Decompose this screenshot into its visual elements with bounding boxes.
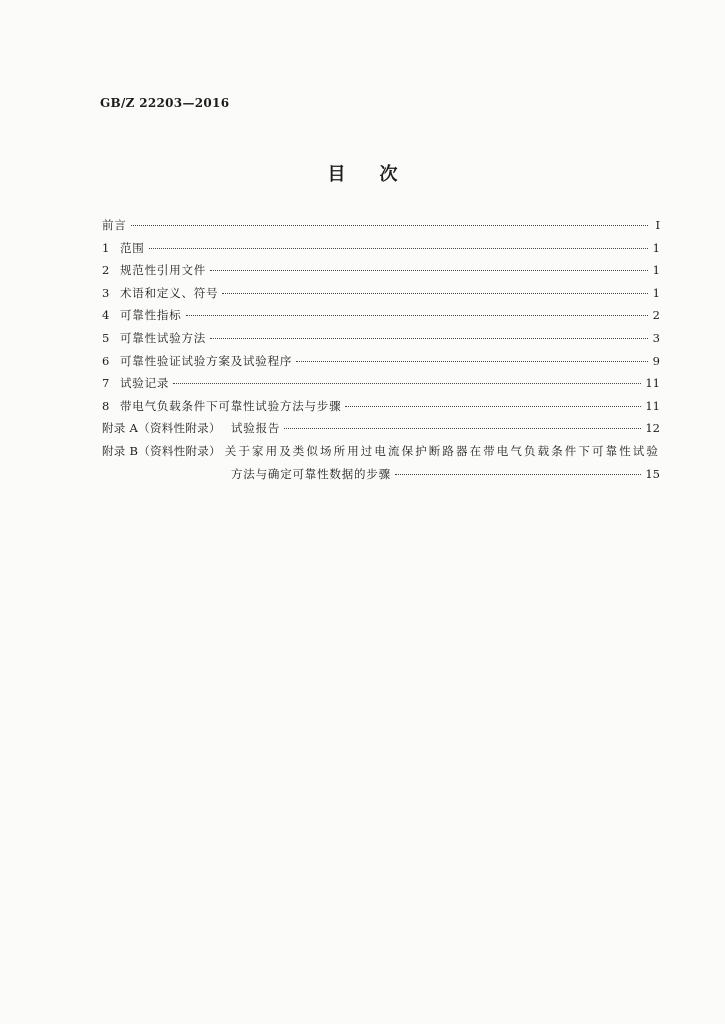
toc-entry-number: 5 <box>102 330 110 345</box>
annex-title-line1: 关于家用及类似场所用过电流保护断路器在带电气负载条件下可靠性试验 <box>224 443 660 458</box>
toc-entry-page: Ⅰ <box>655 218 660 232</box>
toc-entry-page: 1 <box>652 263 660 278</box>
toc-entry-page: 1 <box>652 285 660 300</box>
toc-entry-title: 可靠性指标 <box>120 308 182 323</box>
toc-entry-8[interactable] <box>102 398 660 421</box>
table-of-contents <box>102 217 660 488</box>
dot-leader <box>345 405 641 407</box>
toc-entry-number: 8 <box>102 398 110 413</box>
toc-entry-annex-a[interactable] <box>102 420 660 443</box>
annex-title: 试验报告 <box>231 421 281 436</box>
toc-entry-1[interactable] <box>102 240 660 263</box>
toc-entry-number: 1 <box>102 240 110 255</box>
dot-leader <box>149 247 648 249</box>
annex-title-line2: 方法与确定可靠性数据的步骤 <box>231 466 391 481</box>
toc-entry-annex-b[interactable] <box>102 443 660 488</box>
dot-leader <box>210 337 648 339</box>
dot-leader <box>296 360 648 362</box>
toc-entry-4[interactable] <box>102 307 660 330</box>
toc-entry-title: 术语和定义、符号 <box>120 285 219 300</box>
dot-leader <box>186 314 649 316</box>
dot-leader <box>395 473 641 475</box>
toc-entry-page: 1 <box>652 240 660 255</box>
annex-label: 附录 B（资料性附录） <box>102 443 221 458</box>
toc-entry-page: 11 <box>645 398 660 413</box>
toc-entry-page: 2 <box>652 308 660 323</box>
toc-entry-page: 9 <box>652 353 660 368</box>
dot-leader <box>131 224 648 226</box>
document-code: GB/Z 22203—2016 <box>100 96 230 110</box>
toc-entry-5[interactable] <box>102 330 660 353</box>
toc-entry-page: 11 <box>645 376 660 391</box>
toc-entry-7[interactable] <box>102 375 660 398</box>
toc-entry-page: 12 <box>645 421 660 436</box>
toc-entry-number: 7 <box>102 376 110 391</box>
dot-leader <box>284 427 641 429</box>
toc-entry-2[interactable] <box>102 262 660 285</box>
annex-label: 附录 A（资料性附录） <box>102 421 221 436</box>
toc-entry-title: 带电气负载条件下可靠性试验方法与步骤 <box>120 398 342 413</box>
dot-leader <box>210 269 648 271</box>
page-title: 目次 <box>327 164 432 185</box>
toc-entry-page: 15 <box>645 466 660 481</box>
toc-entry-title: 可靠性试验方法 <box>120 330 207 345</box>
toc-entry-foreword[interactable] <box>102 217 660 240</box>
toc-entry-title: 规范性引用文件 <box>120 263 207 278</box>
toc-entry-number: 6 <box>102 353 110 368</box>
toc-entry-number: 3 <box>102 285 110 300</box>
toc-entry-number: 2 <box>102 263 110 278</box>
dot-leader <box>173 382 641 384</box>
toc-entry-number: 4 <box>102 308 110 323</box>
toc-entry-title: 范围 <box>120 240 145 255</box>
dot-leader <box>222 292 648 294</box>
toc-entry-title: 试验记录 <box>120 376 170 391</box>
toc-entry-title: 前言 <box>102 218 127 232</box>
toc-entry-title: 可靠性验证试验方案及试验程序 <box>120 353 293 368</box>
toc-entry-page: 3 <box>652 330 660 345</box>
toc-entry-6[interactable] <box>102 353 660 376</box>
toc-entry-3[interactable] <box>102 285 660 308</box>
